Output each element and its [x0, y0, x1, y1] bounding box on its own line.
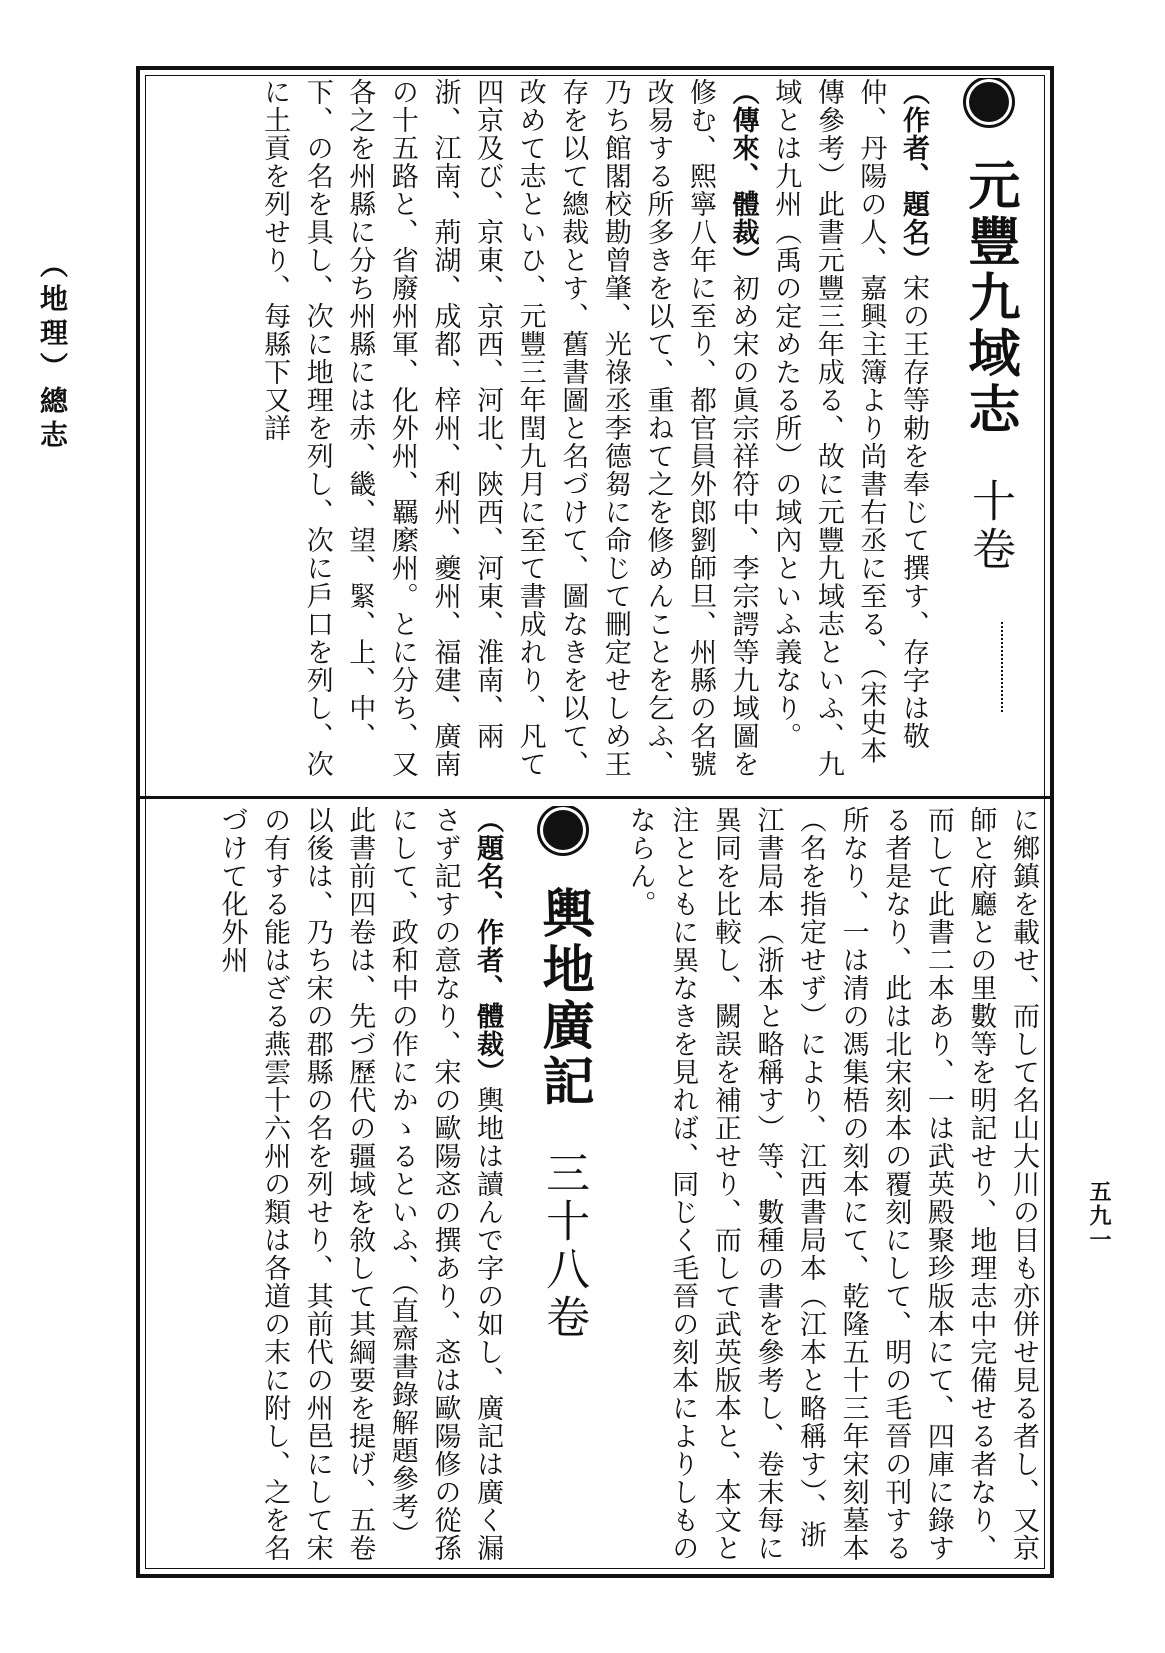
paragraph-text: 初め宋の眞宗祥符中、李宗諤等九域圖を修む、熙寧八年に至り、都官員外郎劉師旦、州縣の名號改易する所多きを以て、重ねて之を修めんことを乞ふ、乃ち館閣校勘曾肇、光祿丞李德芻に命じて刪定せしめ王存を以て總裁とす、舊書圖と名づけて、圖なきを以て、改めて志といひ、元豐三年閏九月に至て書成れり、凡て — [514, 78, 759, 778]
entry-title-text: 輿地廣記 — [533, 886, 595, 1111]
dotted-rule — [1001, 622, 1005, 712]
section-label: （題名、作者、體裁） — [472, 806, 504, 1086]
paragraph-regions — [253, 78, 509, 790]
paragraph-yochi — [210, 806, 508, 1568]
entry-volumes: 十卷 — [964, 478, 1015, 575]
section-label: （作者、題名） — [898, 78, 929, 274]
entry-title — [934, 78, 1044, 790]
bullet-icon — [543, 810, 583, 850]
page-number: 五九一 — [1086, 1180, 1112, 1252]
paragraph-text: 宋の王存等勅を奉じて撰す、存字は敬仲、丹陽の人、嘉興主簿より尚書右丞に至る、（宋史本傳參考）此書元豐三年成る、故に元豐九域志といふ、九域とは九州（禹の定めたる所）の域內といふ義なり。 — [770, 78, 929, 778]
entry-volumes: 三十八卷 — [538, 1150, 590, 1343]
lower-section — [144, 806, 1044, 1568]
entry-title-text: 元豐九域志 — [959, 158, 1020, 439]
section-divider — [136, 796, 1054, 799]
entry-genpo-kyuikishi — [144, 78, 1044, 790]
section-label: （傳來、體裁） — [727, 78, 759, 274]
paragraph-author — [764, 78, 934, 790]
paragraph-text: 四京及び、京東、京西、河北、陝西、河東、淮南、兩浙、江南、荊湖、成都、梓州、利州、夔州、福建、廣南の十五路と、省廢州軍、化外州、羈縻州。とに分ち、又各之を州縣に分ち州縣には赤、畿、望、緊、上、中、下、の名を具し、次に地理を列し、次に戶口を列し、次に土貢を列せり、每縣下又詳 — [259, 78, 504, 778]
running-header: （地理）總志 — [36, 250, 69, 454]
paragraph-text: に鄉鎮を載せ、而して名山大川の目も亦併せ見る者し、又京師と府廳との里數等を明記せり、地理志中完備せる者なり、而して此書二本あり、一は武英殿聚珍版本にて、四庫に錄する者是なり、此は北宋刻本の覆刻にして、明の毛晉の刊する所なり、一は清の馮集梧の刻本にて、乾隆五十三年宋刻墓本（名を指定せず）により、江西書局本（江本と略稱す）、浙江書局本（浙本と略稱す）等、數種の書を參考し、卷末每に異同を比較し、闕誤を補正せり、而して武英版本と、本文と注とともに異なきを見れば、同じく毛晉の刻本によりしものならん。 — [624, 806, 1039, 1562]
paragraph-continuation — [618, 806, 1044, 1568]
bullet-icon — [969, 82, 1009, 122]
entry-title — [508, 806, 618, 1568]
paragraph-transmission — [508, 78, 764, 790]
paragraph-text: 輿地は讀んで字の如し、廣記は廣く漏さず記すの意なり、宋の歐陽忞の撰あり、忞は歐陽修の從孫にして、政和中の作にかゝるといふ、（直齋書錄解題參考）此書前四卷は、先づ歷代の疆域を敘して其綱要を提げ、五卷以後は、乃ち宋の郡縣の名を列せり、其前代の州邑にして宋の有する能はざる燕雲十六州の類は各道の末に附し、之を名づけて化外州 — [216, 806, 504, 1562]
